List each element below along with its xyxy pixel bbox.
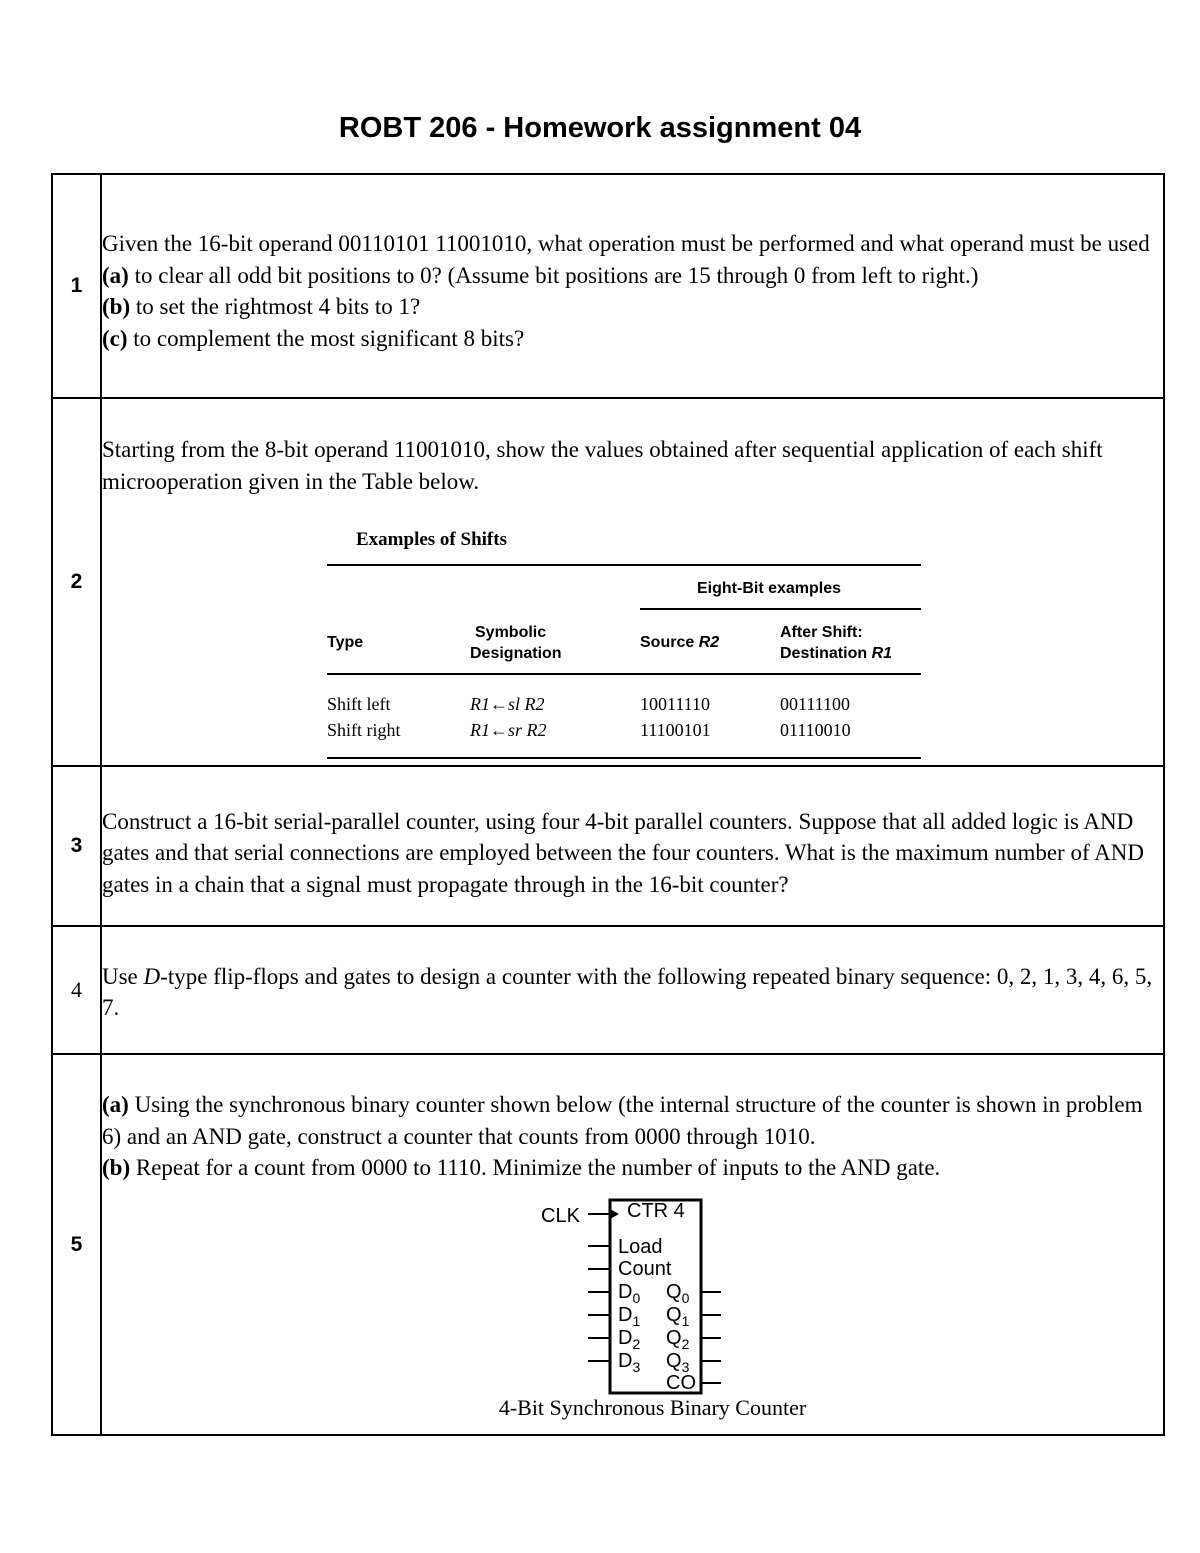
figure-caption: 4-Bit Synchronous Binary Counter: [498, 1394, 807, 1420]
part-label: (c): [102, 325, 128, 351]
problem-body: [101, 174, 1164, 398]
part-text: to complement the most significant 8 bits?: [127, 325, 525, 351]
counter-diagram: [113, 1190, 1153, 1398]
cell-source: 10011110: [640, 693, 710, 714]
cell-dest: 00111100: [780, 693, 850, 714]
counter-figure: [102, 1190, 1163, 1403]
part-label: (b): [102, 1155, 131, 1180]
cell-type: Shift left: [327, 693, 391, 714]
page-title: ROBT 206 - Homework assignment 04: [338, 112, 862, 144]
count-label: Count: [617, 1257, 671, 1280]
problem-part: [102, 1152, 1163, 1184]
cell-source: 11100101: [640, 719, 711, 740]
q1-label: $Q_1$: [665, 1303, 689, 1329]
problem-row-2: [52, 398, 1164, 766]
problem-body: [101, 926, 1164, 1054]
group-header: Eight-Bit examples: [697, 580, 842, 597]
q3-label: $Q_3$: [665, 1349, 689, 1375]
problem-number: 2: [52, 398, 101, 766]
part-label: (a): [102, 262, 129, 288]
intro-rest: -type flip-flops and gates to design a counter with the following repeated binary sequence: 0, 2, 1, 3, 4, 6, 5, 7.: [102, 963, 1153, 1020]
load-label: Load: [617, 1235, 662, 1258]
shift-row: [327, 717, 921, 743]
problem-body: [101, 1054, 1164, 1435]
part-text: Using the synchronous binary counter shown below (the internal structure of the counter is shown in problem 6) and an AND gate, construct a counter that counts from 0000 through 1010.: [102, 1092, 1143, 1149]
d0-label: $D_0$: [617, 1280, 640, 1306]
col-header-source: Source R2: [640, 634, 720, 651]
part-text: Repeat for a count from 0000 to 1110. Minimize the number of inputs to the AND gate.: [130, 1155, 941, 1180]
part-text: to set the rightmost 4 bits to 1?: [130, 294, 421, 319]
part-label: (b): [102, 294, 131, 319]
problem-part: [102, 260, 1163, 292]
problem-row-3: [52, 766, 1164, 926]
q0-label: $Q_0$: [665, 1280, 689, 1306]
co-label: CO: [665, 1371, 696, 1394]
problem-number: 1: [52, 174, 101, 398]
d2-label: $D_2$: [617, 1326, 640, 1352]
problem-number: 4: [52, 926, 101, 1054]
part-label: (a): [102, 1092, 129, 1117]
problem-number: 3: [52, 766, 101, 926]
cell-designation: R1←sr R2: [470, 719, 547, 740]
problem-row-1: [52, 174, 1164, 398]
intro-italic: D: [143, 963, 161, 989]
clk-label: CLK: [540, 1204, 580, 1227]
col-header-after-2: Destination R1: [780, 645, 893, 662]
problem-body: [101, 398, 1164, 766]
shift-examples-table: [327, 529, 921, 759]
q2-label: $Q_2$: [665, 1326, 689, 1352]
cell-type: Shift right: [327, 719, 401, 740]
col-header-type: Type: [327, 634, 364, 651]
problem-intro: [102, 961, 1163, 1024]
cell-designation: R1←sl R2: [470, 693, 545, 714]
homework-table: [51, 173, 1165, 1436]
problem-intro: Given the 16-bit operand 00110101 11001010, what operation must be performed and what operand must be used: [102, 231, 1150, 256]
problem-number: 5: [52, 1054, 101, 1435]
intro-prefix: Use: [102, 963, 144, 989]
problem-body: [101, 766, 1164, 926]
d3-label: $D_3$: [617, 1349, 640, 1375]
problem-intro: Starting from the 8-bit operand 11001010, show the values obtained after sequential application of each shift microoperation given in the Table below.: [102, 437, 1103, 494]
part-text: to clear all odd bit positions to 0? (Assume bit positions are 15 through 0 from left to right.): [128, 262, 979, 288]
problem-part: [102, 323, 1163, 355]
shift-table-title: Examples of Shifts: [356, 529, 507, 550]
problem-row-5: [52, 1054, 1164, 1435]
col-header-symbolic-2: Designation: [470, 645, 562, 662]
cell-dest: 01110010: [780, 719, 851, 740]
problem-row-4: [52, 926, 1164, 1054]
ctr-name: CTR 4: [626, 1199, 685, 1222]
clock-triangle: [610, 1209, 619, 1219]
shift-row: [327, 691, 921, 717]
col-header-symbolic-1: Symbolic: [475, 624, 547, 641]
problem-part: [102, 1089, 1163, 1152]
problem-intro: Construct a 16-bit serial-parallel counter, using four 4-bit parallel counters. Suppose that all added logic is AND gates and that serial connections are employed between the four counters. What is the maximum number of AND gates in a chain that a signal must propagate through in the 16-bit counter?: [102, 808, 1144, 897]
col-header-after-1: After Shift:: [780, 624, 863, 641]
problem-part: [102, 291, 1163, 323]
col-header-symbolic: [470, 622, 640, 674]
col-header-after: [780, 622, 921, 674]
d1-label: $D_1$: [617, 1303, 640, 1329]
